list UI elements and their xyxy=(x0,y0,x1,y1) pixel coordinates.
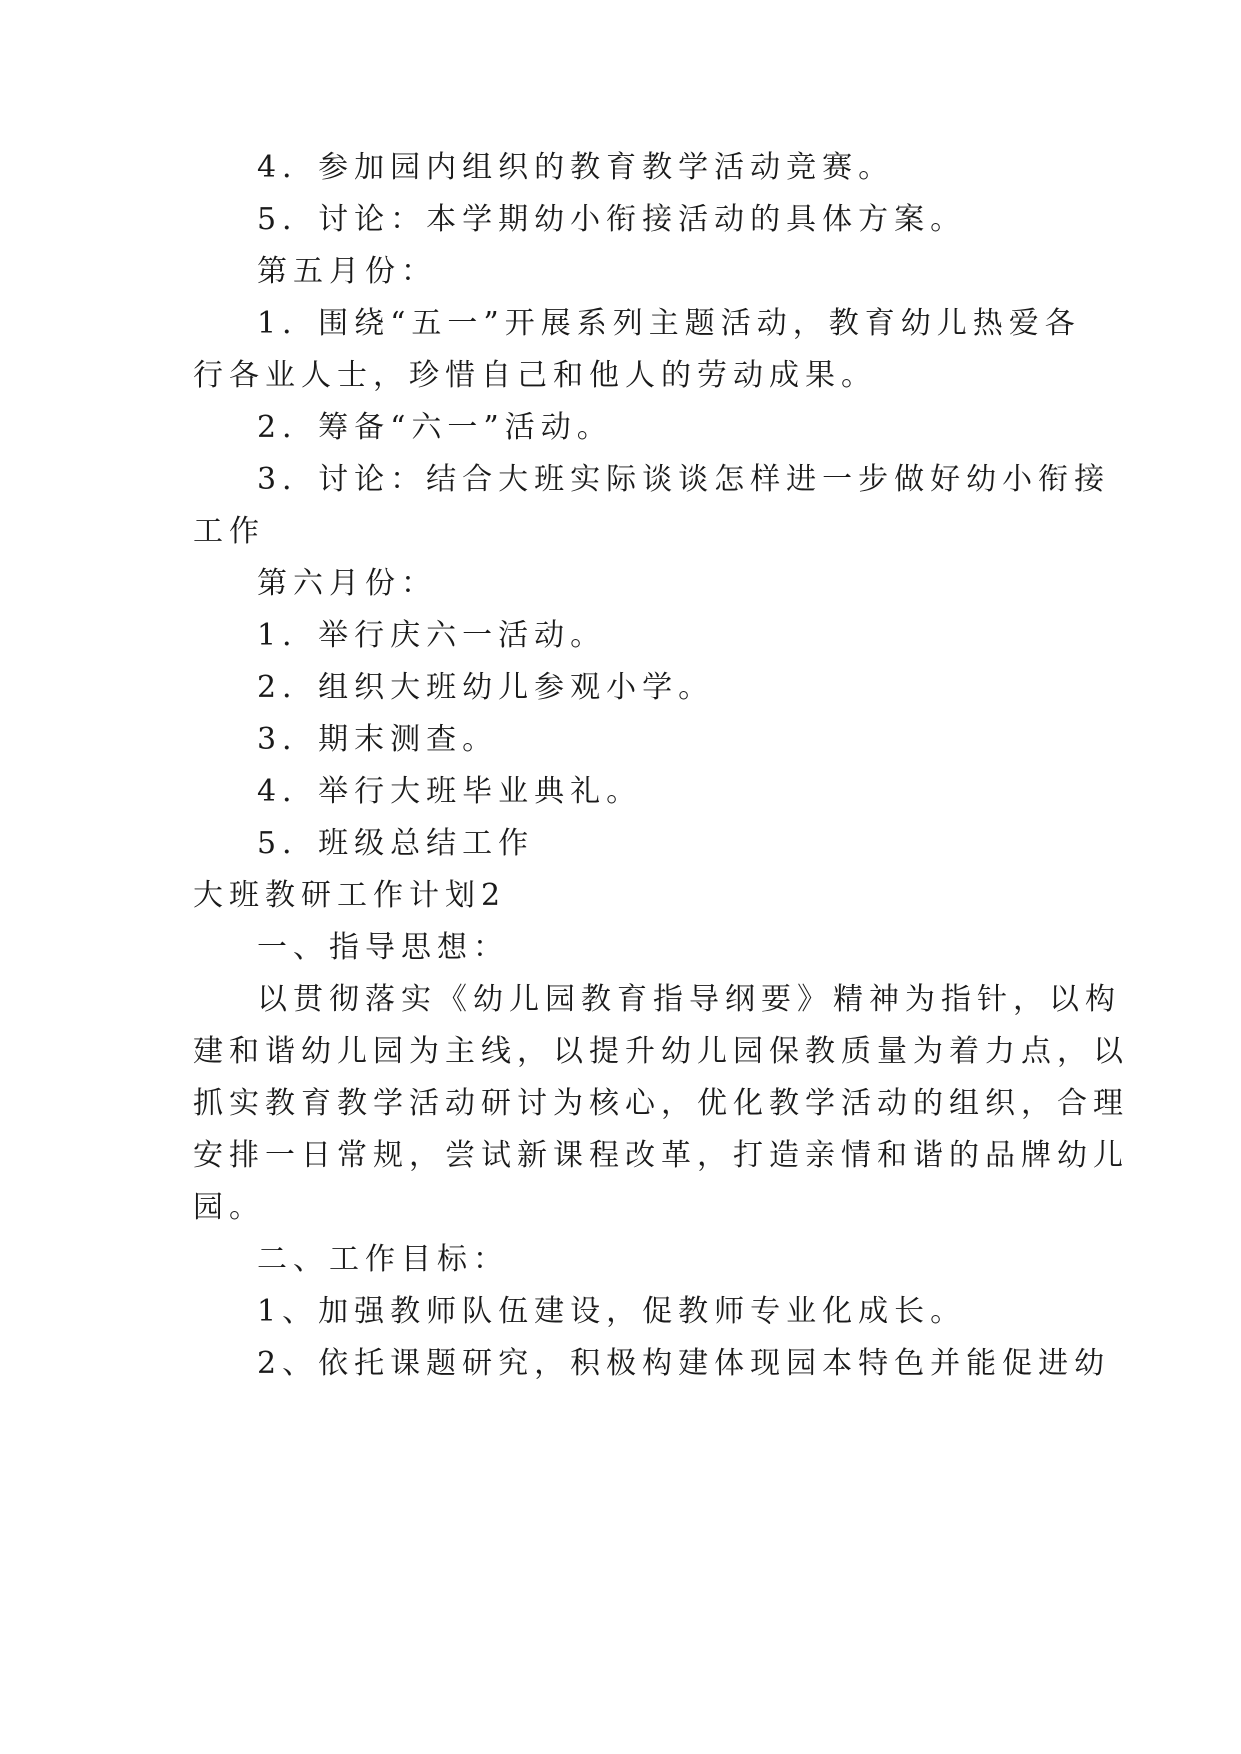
text-line: 行各业人士，珍惜自己和他人的劳动成果。 xyxy=(193,358,877,393)
text-line: 大班教研工作计划2 xyxy=(193,878,507,913)
text-line: 工作 xyxy=(193,514,265,549)
text-line: 1．围绕“五一”开展系列主题活动，教育幼儿热爱各 xyxy=(257,306,1081,341)
text-line: 3．讨论：结合大班实际谈谈怎样进一步做好幼小衔接 xyxy=(257,462,1111,497)
text-line: 安排一日常规，尝试新课程改革，打造亲情和谐的品牌幼儿 xyxy=(193,1138,1129,1173)
text-line: 3．期末测查。 xyxy=(257,722,499,757)
text-line: 2、依托课题研究，积极构建体现园本特色并能促进幼 xyxy=(257,1346,1111,1381)
text-line: 4．举行大班毕业典礼。 xyxy=(257,774,643,809)
text-line: 园。 xyxy=(193,1190,265,1225)
text-line: 2．筹备“六一”活动。 xyxy=(257,410,613,445)
text-line: 一、指导思想： xyxy=(257,930,509,965)
text-line: 二、工作目标： xyxy=(257,1242,509,1277)
text-line: 第六月份： xyxy=(257,566,437,601)
text-line: 建和谐幼儿园为主线，以提升幼儿园保教质量为着力点，以 xyxy=(193,1034,1129,1069)
text-line: 5．讨论：本学期幼小衔接活动的具体方案。 xyxy=(257,202,967,237)
text-line: 抓实教育教学活动研讨为核心，优化教学活动的组织，合理 xyxy=(193,1086,1129,1121)
text-line: 5．班级总结工作 xyxy=(257,826,535,861)
text-line: 第五月份： xyxy=(257,254,437,289)
text-line: 以贯彻落实《幼儿园教育指导纲要》精神为指针，以构 xyxy=(257,982,1121,1017)
text-line: 2．组织大班幼儿参观小学。 xyxy=(257,670,715,705)
text-line: 1、加强教师队伍建设，促教师专业化成长。 xyxy=(257,1294,967,1329)
text-line: 4．参加园内组织的教育教学活动竞赛。 xyxy=(257,150,895,185)
text-line: 1．举行庆六一活动。 xyxy=(257,618,607,653)
